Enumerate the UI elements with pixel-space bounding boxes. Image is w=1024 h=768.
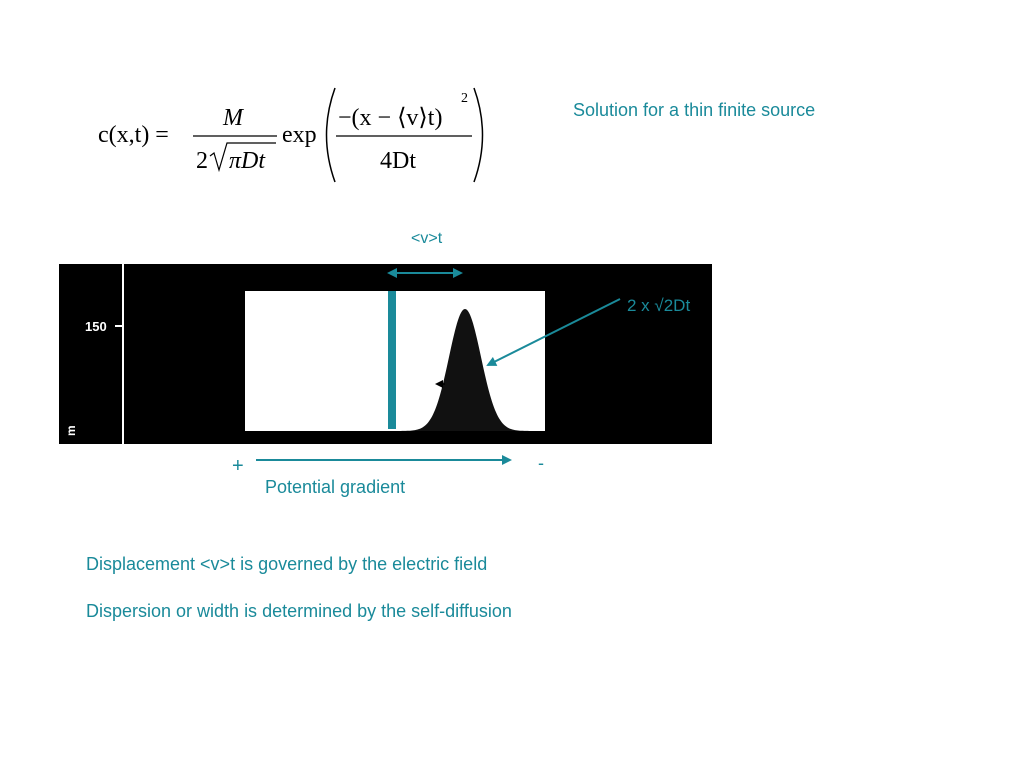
left-paren	[327, 88, 336, 182]
axis-tick-label: 150	[85, 319, 107, 334]
electrophoresis-panel	[59, 264, 712, 444]
note-dispersion: Dispersion or width is determined by the self-diffusion	[86, 601, 512, 621]
equation-exp-numerator: −(x − ⟨v⟩t)	[338, 105, 443, 131]
equation-graphic	[90, 80, 500, 190]
potential-gradient-label: Potential gradient	[265, 477, 406, 497]
displacement-label: <v>t	[411, 230, 443, 247]
equation-exp-denominator: 4Dt	[380, 148, 416, 174]
equation-exp-power: 2	[461, 91, 468, 106]
plus-electrode-label: +	[232, 455, 244, 477]
note-displacement: Displacement <v>t is governed by the electric field	[86, 554, 488, 574]
right-paren	[474, 88, 483, 182]
equation-denominator-radicand: πDt	[229, 148, 266, 174]
equation-lhs: c(x,t) =	[98, 122, 169, 148]
concentration-equation	[90, 80, 500, 190]
panel-graphic	[59, 264, 712, 444]
equation-exp: exp	[282, 122, 317, 148]
equation-denominator-coef: 2	[196, 148, 208, 174]
source-band	[388, 291, 396, 429]
peak-width-label: 2 x √2Dt	[627, 296, 691, 315]
minus-electrode-label: -	[538, 453, 544, 473]
axis-side-mark: m	[64, 425, 78, 436]
equation-numerator: M	[223, 105, 243, 131]
equation-caption: Solution for a thin finite source	[573, 100, 816, 120]
